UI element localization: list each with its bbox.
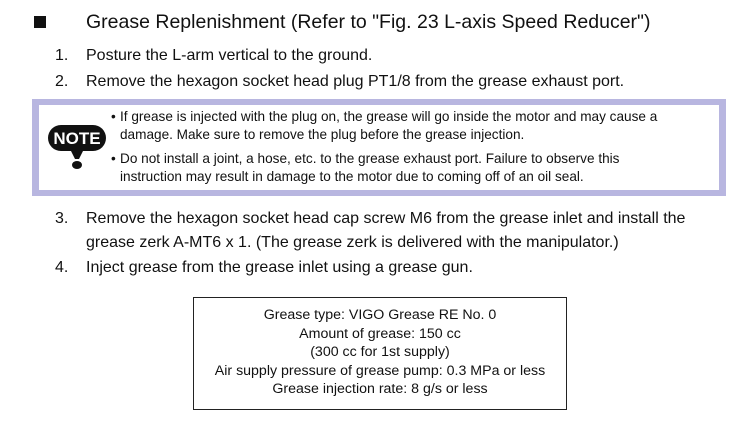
step-text: grease zerk A-MT6 x 1. (The grease zerk is delivered with the manipulator.) — [86, 234, 619, 251]
step-text: Inject grease from the grease inlet using a grease gun. — [86, 259, 473, 276]
section-title: Grease Replenishment (Refer to "Fig. 23 L-axis Speed Reducer") — [86, 10, 651, 33]
step-number: 1. — [55, 47, 69, 64]
bullet-dot: • — [111, 109, 116, 124]
note-item — [111, 150, 721, 185]
spec-line: Grease type: VIGO Grease RE No. 0 — [263, 307, 497, 323]
square-bullet-icon — [34, 16, 46, 28]
step-number: 3. — [55, 210, 69, 227]
spec-line: Air supply pressure of grease pump: 0.3 MPa or less — [214, 362, 546, 379]
spec-line: Amount of grease: 150 cc — [299, 325, 461, 342]
spec-line: (300 cc for 1st supply) — [310, 344, 450, 360]
note-content — [39, 105, 719, 190]
step-number: 4. — [55, 259, 69, 276]
note-text: Do not install a joint, a hose, etc. to the grease exhaust port. Failure to observe this — [120, 151, 620, 166]
note-icon-label: NOTE — [53, 129, 101, 148]
bullet-dot: • — [111, 151, 116, 166]
note-box — [32, 99, 726, 196]
spec-line: Grease injection rate: 8 g/s or less — [272, 381, 488, 397]
note-icon — [47, 119, 107, 175]
grease-spec-box — [193, 297, 567, 410]
section-heading — [34, 8, 651, 36]
step-text: Remove the hexagon socket head cap screw M6 from the grease inlet and install the — [86, 210, 686, 227]
step-number: 2. — [55, 73, 69, 90]
step-text: Posture the L-arm vertical to the ground. — [86, 47, 373, 64]
note-text: If grease is injected with the plug on, the grease will go inside the motor and may cause a — [120, 109, 658, 124]
step-text: Remove the hexagon socket head plug PT1/8 from the grease exhaust port. — [86, 73, 625, 90]
note-item — [111, 108, 721, 143]
note-text: damage. Make sure to remove the plug before the grease injection. — [120, 126, 525, 142]
note-text: instruction may result in damage to the motor due to coming off of an oil seal. — [120, 168, 584, 184]
